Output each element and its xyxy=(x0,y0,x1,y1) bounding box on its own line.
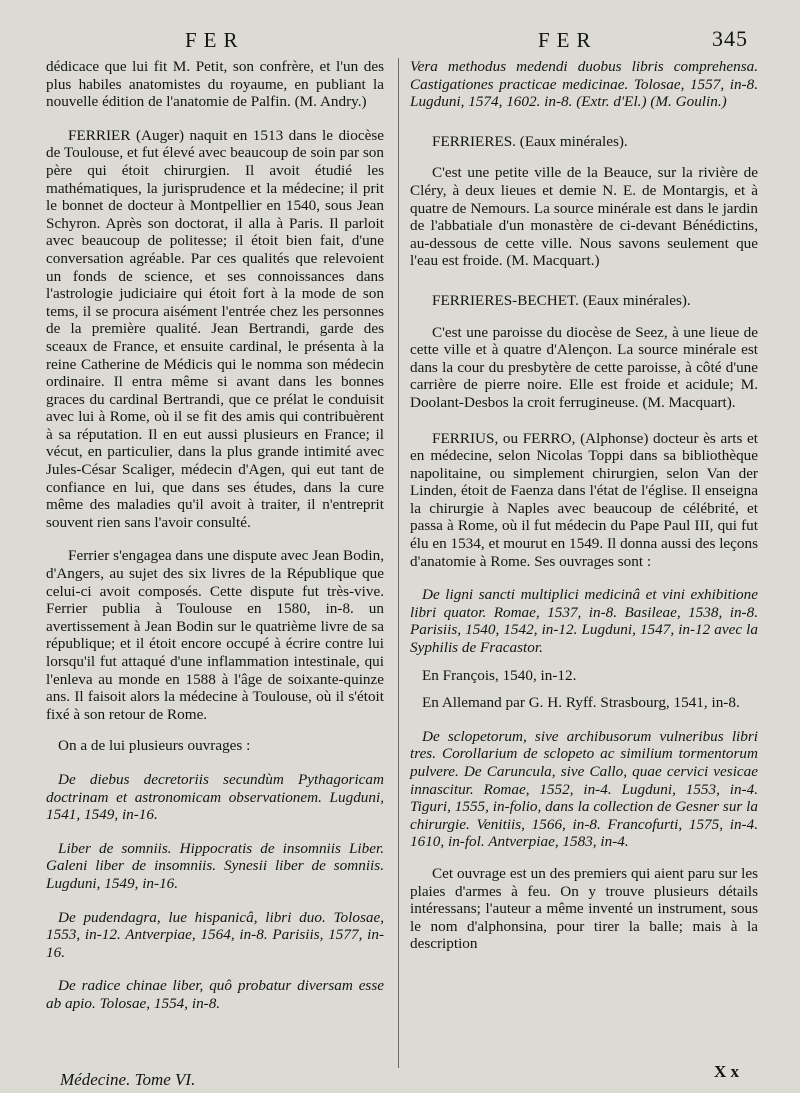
paragraph: Ferrier s'engagea dans une dispute avec Jean Bodin, d'Angers, au sujet des six livres de la République que celui-ci avoit composés. Cette dispute fut très-vive. Ferrier publia à Toulouse en 1580, in-8. un avertissement à Jean Bodin sur le quatrième livre de sa république; et il étoit encore occupé à écrire contre lui lorsqu'il fut attaqué d'une inflammation intestinale, qui l'enleva au monde en 1588 à l'âge de soixante-quinze ans. Il faisoit alors la médecine à Toulouse, où il s'étoit fixé à son retour de Rome. xyxy=(46,547,384,723)
running-head-left: FER xyxy=(185,28,245,52)
signature-mark: X x xyxy=(714,1062,740,1081)
entry-heading: FERRIERES-BECHET. (Eaux minérales). xyxy=(432,291,691,309)
volume-footer: Médecine. Tome VI. xyxy=(60,1070,196,1089)
page-number: 345 xyxy=(712,26,748,51)
entry-heading: FERRIERES. (Eaux minérales). xyxy=(432,132,628,150)
work-citation: Vera methodus medendi duobus libris comprehensa. Castigationes practicae medicinae. Tolosae, 1557, in-8. Lugduni, 1574, 1602. in-8. (Extr. d'El.) (M. Goulin.) xyxy=(410,58,758,111)
work-citation: De sclopetorum, sive archibusorum vulneribus libri tres. Corollarium de sclopeto ac similium tormentorum pulvere. De Caruncula, sive Callo, quae cervici vesicae innascitur. Romae, 1552, in-4. Lugduni, 1553, in-4. Tiguri, 1555, in-folio, dans la collection de Gesner sur la chirurgie. Venitiis, 1566, in-8. Francofurti, 1575, in-4. 1610, in-fol. Antverpiae, 1583, in-4. xyxy=(410,727,758,851)
work-citation: De ligni sancti multiplici medicinâ et vini exhibitione libri quator. Romae, 1537, in-8. Basileae, 1538, in-8. Parisiis, 1540, 1542, in-12. Lugduni, 1547, in-12 avec la Syphilis de Fracastor. xyxy=(410,586,758,657)
running-head-right: FER xyxy=(538,28,598,52)
right-column xyxy=(410,58,758,953)
paragraph: C'est une paroisse du diocèse de Seez, à une lieue de cette ville et à quatre d'Alençon. La source minérale est dans la cour du presbytère de cette paroisse, à côté d'une carrière de pierre noire. Elle est froide et acidule; M. Doolant-Desbos la croit ferrugineuse. (M. Macquart). xyxy=(410,323,758,411)
running-head xyxy=(0,28,800,54)
left-column xyxy=(46,58,384,1013)
paragraph: Cet ouvrage est un des premiers qui aient paru sur les plaies d'armes à feu. On y trouve plusieurs détails intéressans; l'auteur a même inventé un instrument, sous le nom d'alphonsina, pour tirer la balle; mais à la description xyxy=(410,864,758,953)
translation-note: En Allemand par G. H. Ryff. Strasbourg, 1541, in-8. xyxy=(422,694,740,712)
paragraph: dédicace que lui fit M. Petit, son confrère, et l'un des plus habiles anatomistes du royaume, en publiant la nouvelle édition de l'anatomie de Palfin. (M. Andry.) xyxy=(46,58,384,111)
work-citation: Liber de somniis. Hippocratis de insomniis Liber. Galeni liber de insomniis. Synesii liber de somniis. Lugduni, 1549, in-16. xyxy=(46,839,384,892)
translation-note: En François, 1540, in-12. xyxy=(422,666,577,684)
paragraph: C'est une petite ville de la Beauce, sur la rivière de Cléry, à deux lieues et demie N. E. de Montargis, et à quatre de Nemours. La source minérale est dans le jardin de l'abbatiale d'un monastère de ci-devant Bénédictins, au-dessous de cette ville. Nous savons seulement que l'eau est froide. (M. Macquart.) xyxy=(410,164,758,270)
work-citation: De radice chinae liber, quô probatur diversam esse ab apio. Tolosae, 1554, in-8. xyxy=(46,977,384,1012)
paragraph: FERRIER (Auger) naquit en 1513 dans le diocèse de Toulouse, et fut élevé avec beaucoup de soin par son père qui étoit chirurgien. Il avoit étudié les mathématiques, la jurisprudence et la médecine; il prit le bonnet de docteur à Montpellier en 1540, sous Jean Schyron. Après son doctorat, il alla à Paris. Il parloit avec beaucoup de politesse; il étoit bien fait, d'une conversation agréable. Par ces qualités que relevoient un fonds de science, et ses connoissances dans l'astrologie judiciaire qui étoit fort à la mode de son tems, il se procura aisément l'entrée chez les personnes de la première qualité. Jean Bertrandi, garde des sceaux de France, et ensuite cardinal, le présenta à la reine Catherine de Médicis qui le nomma son médecin ordinaire. Il entra même si avant dans les bonnes graces du cardinal Bertrandi, que ce prélat le conduisit avec lui à Rome, où il se fit des amis qui contribuèrent à sa réputation. Il en eut aussi plusieurs en France; il vécut, en particulier, dans la plus grande intimité avec Jules-César Scaliger, médecin d'Agen, qui eut tant de confiance en lui, que dans ses études, dans la cure même des maladies qu'il avoit à traiter, il n'entreprit souvent rien sans l'avoir consulté. xyxy=(46,126,384,531)
works-heading: On a de lui plusieurs ouvrages : xyxy=(58,737,251,755)
work-citation: De diebus decretoriis secundùm Pythagoricam doctrinam et astronomicam observationem. Lugduni, 1541, 1549, in-16. xyxy=(46,770,384,824)
work-citation: De pudendagra, lue hispanicâ, libri duo. Tolosae, 1553, in-12. Antverpiae, 1564, in-8. Parisiis, 1577, in-16. xyxy=(46,908,384,961)
column-divider xyxy=(398,58,399,1068)
paragraph: FERRIUS, ou FERRO, (Alphonse) docteur ès arts et en médecine, selon Nicolas Toppi dans sa bibliothèque napolitaine, ou simplement chirurgien, selon Van der Linden, étoit de Faenza dans l'état de l'église. Il enseigna la chirurgie à Naples avec beaucoup de célébrité, et passa à Rome, où il fut médecin du Pape Paul III, qui fut élu en 1534, et mourut en 1549. Il donna aussi des leçons d'anatomie à Rome. Ses ouvrages sont : xyxy=(410,429,758,570)
